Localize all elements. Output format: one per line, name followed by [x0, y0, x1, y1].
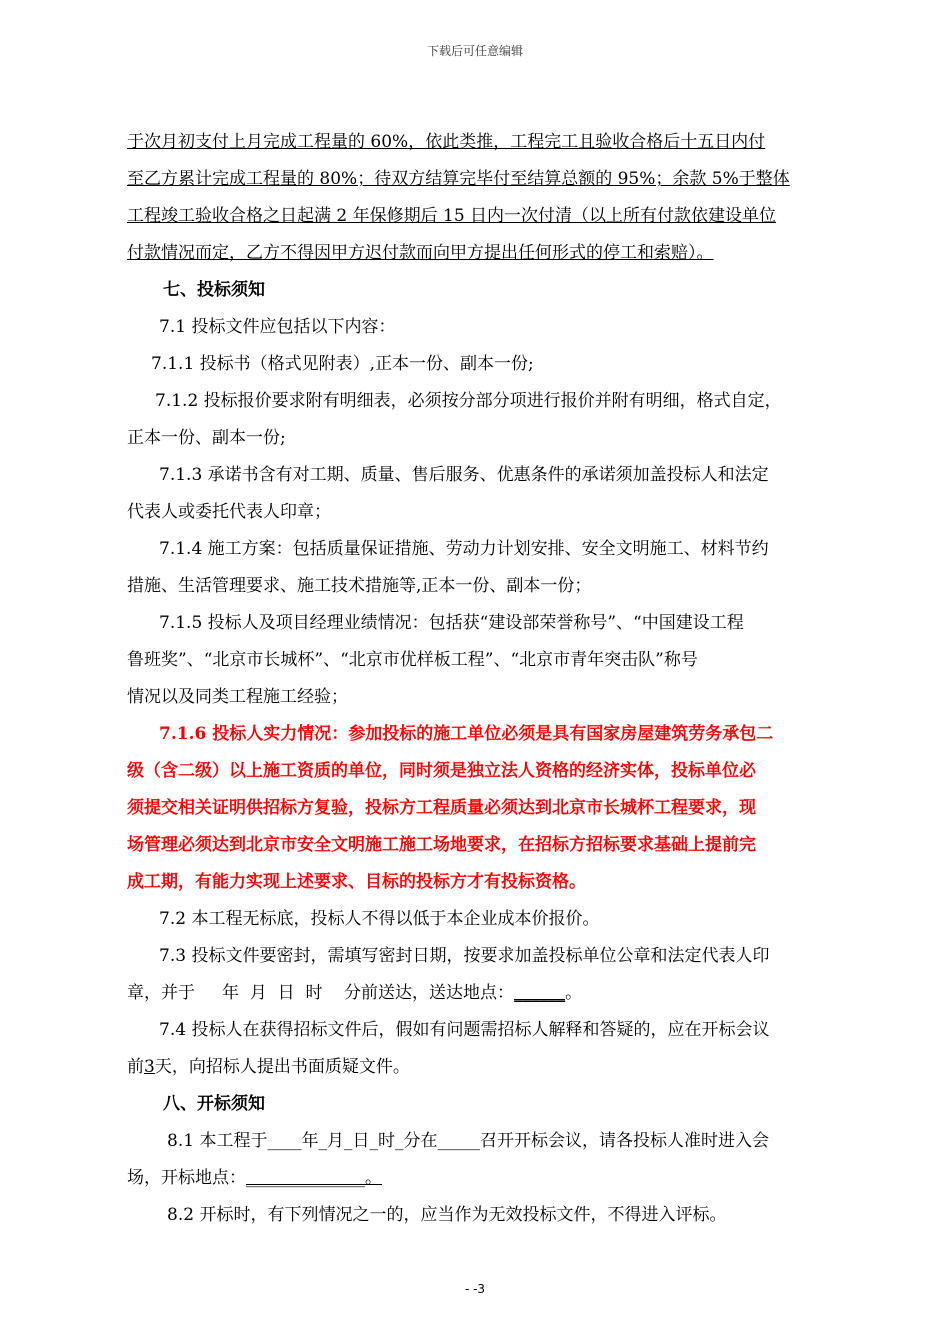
payment-line-1: 于次月初支付上月完成工程量的 60%，依此类推，工程完工且验收合格后十五日内付 — [127, 132, 766, 152]
section-8-heading: 八、开标须知 — [163, 1094, 265, 1114]
clause-7-1-1: 7.1.1 投标书（格式见附表）,正本一份、副本一份; — [151, 354, 534, 374]
clause-7-1-3-line-1: 7.1.3 承诺书含有对工期、质量、售后服务、优惠条件的承诺须加盖投标人和法定 — [159, 465, 769, 485]
clause-7-2: 7.2 本工程无标底，投标人不得以低于本企业成本价报价。 — [159, 909, 600, 929]
clause-7-1-6-line-4: 场管理必须达到北京市安全文明施工施工场地要求，在招标方招标要求基础上提前完 — [127, 835, 756, 855]
clause-7-1-4-line-2: 措施、生活管理要求、施工技术措施等,正本一份、副本一份； — [127, 576, 592, 596]
clause-7-4-prefix: 前 — [127, 1057, 144, 1077]
clause-8-1-line-1: 8.1 本工程于____年_月_日_时_分在_____召开开标会议，请各投标人准时进入会 — [167, 1131, 769, 1151]
clause-7-1-3-line-2: 代表人或委托代表人印章； — [127, 502, 331, 522]
clause-7-4-line-1: 7.4 投标人在获得招标文件后，假如有问题需招标人解释和答疑的，应在开标会议 — [159, 1020, 770, 1040]
section-7-heading: 七、投标须知 — [163, 280, 265, 300]
delivery-location-blank: ______ — [514, 983, 566, 1003]
clause-8-2: 8.2 开标时，有下列情况之一的，应当作为无效投标文件，不得进入评标。 — [167, 1205, 727, 1225]
page-number: - -3 — [464, 1282, 486, 1296]
clause-7-3-text: 章，并于 年 月 日 时 分前送达，送达地点： — [127, 983, 515, 1003]
clause-7-1-4-line-1: 7.1.4 施工方案：包括质量保证措施、劳动力计划安排、安全文明施工、材料节约 — [159, 539, 769, 559]
clause-7-4-days: 3 — [144, 1057, 155, 1077]
clause-7-4-line-2 — [127, 1049, 841, 1086]
clause-8-1-line-2 — [127, 1160, 841, 1197]
clause-7-1-5-line-3: 情况以及同类工程施工经验； — [127, 687, 348, 707]
payment-line-3: 工程竣工验收合格之日起满 2 年保修期后 15 日内一次付清（以上所有付款依建设单位 — [127, 206, 777, 226]
clause-7-4-suffix: 天，向招标人提出书面质疑文件。 — [154, 1057, 410, 1077]
clause-7-1-6-line-2: 级（含二级）以上施工资质的单位，同时须是独立法人资格的经济实体，投标单位必 — [127, 761, 756, 781]
clause-7-3-line-1: 7.3 投标文件要密封，需填写密封日期，按要求加盖投标单位公章和法定代表人印 — [159, 946, 770, 966]
clause-7-1-5-line-1: 7.1.5 投标人及项目经理业绩情况：包括获“建设部荣誉称号”、“中国建设工程 — [159, 613, 744, 633]
clause-7-1-2-line-1: 7.1.2 投标报价要求附有明细表，必须按分部分项进行报价并附有明细，格式自定， — [155, 391, 782, 411]
clause-7-1-5-line-2: 鲁班奖”、“北京市长城杯”、“北京市优样板工程”、“北京市青年突击队”称号 — [127, 650, 698, 670]
opening-location-blank: ______________。 — [246, 1168, 382, 1188]
document-body — [127, 124, 841, 1234]
clause-7-1: 7.1 投标文件应包括以下内容： — [159, 317, 396, 337]
clause-7-1-6-line-5: 成工期，有能力实现上述要求、目标的投标方才有投标资格。 — [127, 872, 586, 892]
clause-8-1-prefix: 场，开标地点： — [127, 1168, 246, 1188]
page-header: 下载后可任意编辑 — [426, 44, 523, 58]
clause-7-3-line-2 — [127, 975, 841, 1012]
clause-7-3-end: 。 — [565, 983, 583, 1003]
clause-7-1-2-line-2: 正本一份、副本一份; — [127, 428, 286, 448]
payment-line-4: 付款情况而定，乙方不得因甲方迟付款而向甲方提出任何形式的停工和索赔）。 — [127, 243, 714, 263]
payment-line-2: 至乙方累计完成工程量的 80%；待双方结算完毕付至结算总额的 95%；余款 5%于整体 — [127, 169, 790, 189]
clause-7-1-6-line-1: 7.1.6 投标人实力情况：参加投标的施工单位必须是具有国家房屋建筑劳务承包二 — [159, 724, 774, 744]
clause-7-1-6-line-3: 须提交相关证明供招标方复验，投标方工程质量必须达到北京市长城杯工程要求，现 — [127, 798, 756, 818]
